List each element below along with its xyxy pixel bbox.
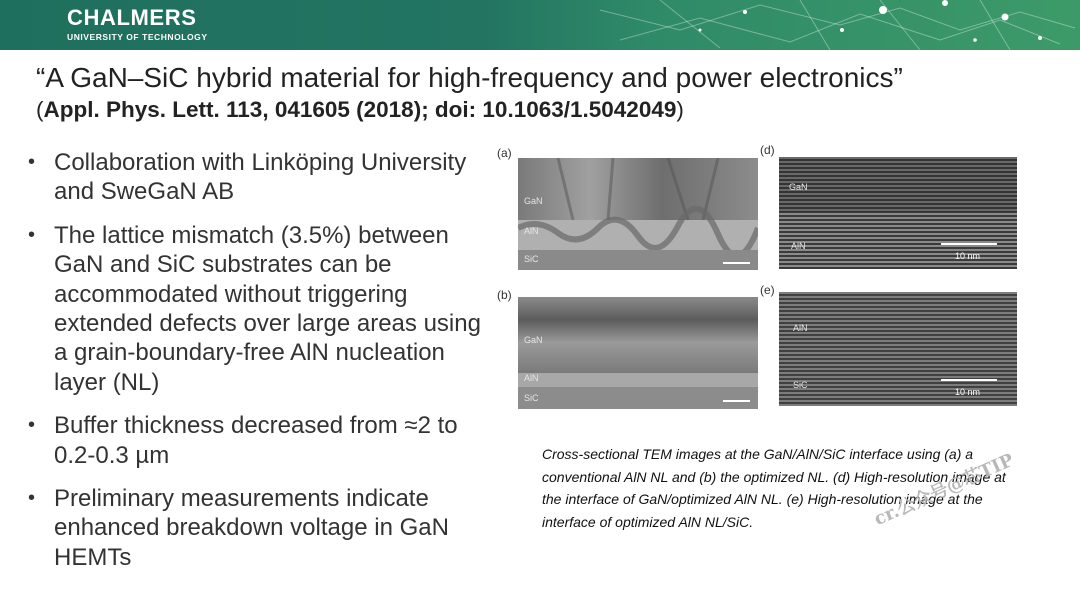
panel-label-d: (d) — [760, 143, 775, 157]
tem-layer-label: GaN — [524, 335, 543, 345]
slide-title: “A GaN–SiC hybrid material for high-frequency and power electronics” — [36, 62, 903, 93]
tem-layer-label: SiC — [524, 393, 539, 403]
logo-text: CHALMERS — [67, 5, 197, 30]
figure-caption: Cross-sectional TEM images at the GaN/AlN/SiC interface using (a) a conventional AlN NL and (b) the optimized NL. (d) High-resolution image at the interface of GaN/optimized AlN NL. (e) High-resolution image at the interface of optimized AlN NL/SiC. — [542, 446, 1006, 530]
tem-layer-label: GaN — [789, 182, 808, 192]
reference-text: Appl. Phys. Lett. 113, 041605 (2018); doi: 10.1063/1.5042049 — [43, 97, 677, 122]
reference-line — [36, 96, 1056, 124]
header-bar — [0, 0, 1080, 50]
bullet-text: Preliminary measurements indicate enhanced breakdown voltage in GaN HEMTs — [54, 485, 449, 571]
tem-layer-label: SiC — [524, 254, 539, 264]
panel-label-e: (e) — [760, 283, 775, 297]
bullet-dot-icon: • — [28, 151, 36, 173]
bullet-list — [28, 148, 486, 586]
bullet-dot-icon: • — [28, 487, 36, 510]
tem-image-a — [518, 158, 758, 270]
tem-layer-label: AlN — [793, 323, 808, 333]
bullet-text: The lattice mismatch (3.5%) between GaN and SiC substrates can be accommodated without triggering extended defects over large areas using a grain-boundary-free AlN nucleation layer (NL) — [54, 221, 481, 396]
bullet-item — [28, 221, 486, 397]
scale-label: 10 nm — [955, 251, 981, 261]
panel-label-b: (b) — [497, 288, 512, 302]
tem-layer-label: SiC — [793, 380, 808, 390]
hrtem-image-e — [779, 292, 1017, 406]
tem-layer-label: GaN — [524, 196, 543, 206]
bullet-text: Collaboration with Linköping University and SweGaN AB — [54, 149, 467, 206]
bullet-item — [28, 484, 486, 572]
bullet-dot-icon: • — [28, 414, 36, 437]
tem-layer-label: AlN — [791, 241, 806, 251]
reference-close: ) — [676, 97, 684, 122]
tem-layer-label: AlN — [524, 373, 539, 383]
bullet-text: Buffer thickness decreased from ≈2 to 0.2-0.3 µm — [54, 412, 458, 469]
scale-label: 10 nm — [955, 387, 981, 397]
reference-open: ( — [36, 97, 44, 122]
logo-subtext: UNIVERSITY OF TECHNOLOGY — [67, 32, 208, 42]
tem-layer-label: AlN — [524, 226, 539, 236]
bullet-dot-icon: • — [28, 223, 36, 246]
chalmers-logo — [67, 7, 208, 42]
hrtem-image-d — [779, 157, 1017, 269]
tem-image-b — [518, 297, 758, 409]
watermark-text: cr.公众号@芯TIP — [871, 449, 1018, 531]
bullet-item — [28, 148, 486, 207]
panel-label-a: (a) — [497, 146, 512, 160]
bullet-item — [28, 411, 486, 470]
